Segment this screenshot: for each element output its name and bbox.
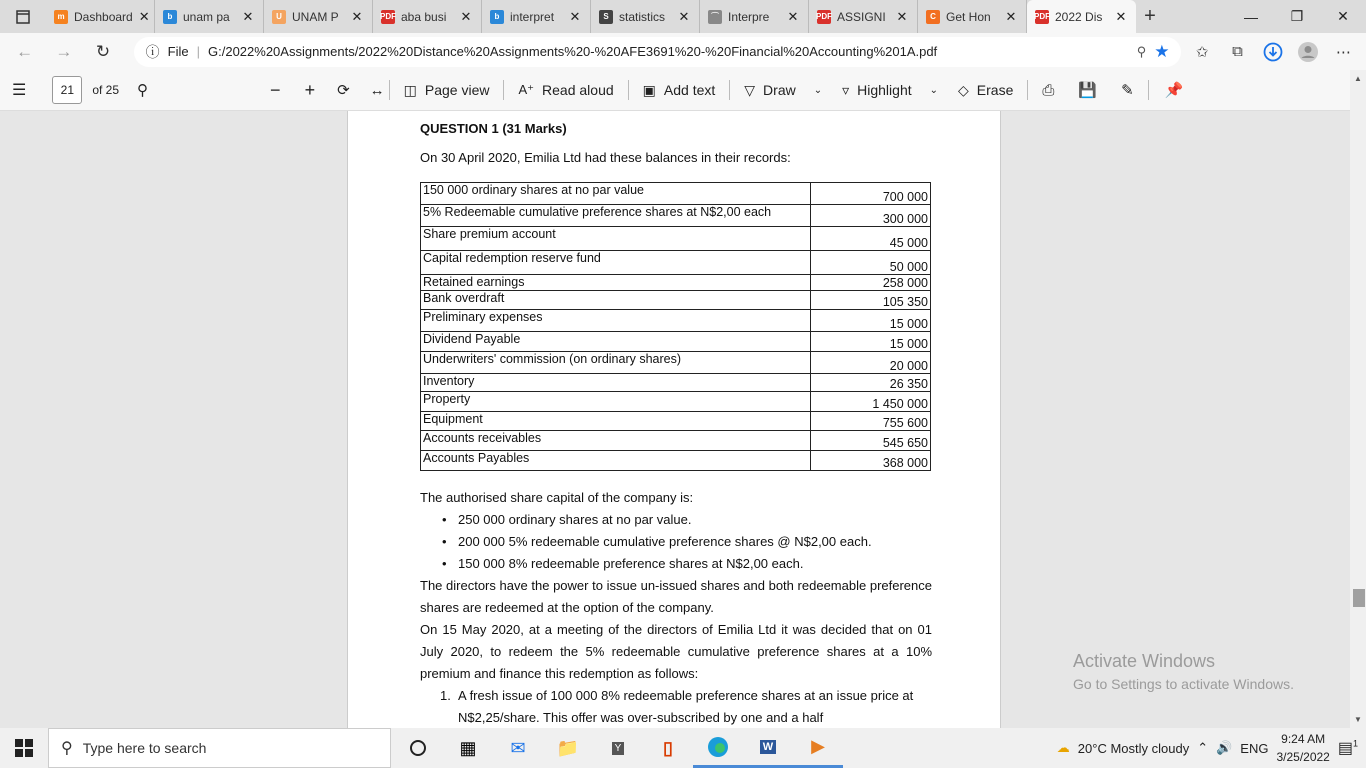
taskbar-search[interactable] [48,728,391,768]
balance-item: Equipment [421,412,811,431]
balance-item: Accounts Payables [421,451,811,471]
weather-icon[interactable]: ☁ [1056,740,1070,755]
list-number: 1. [440,688,451,703]
highlight-icon: ▿ [842,81,850,98]
url-text: G:/2022%20Assignments/2022%20Distance%20Assignments%20-%20AFE3691%20-%20Financial%20Accounting%201A.pdf [208,44,938,59]
clock[interactable]: 9:24 AM 3/25/2022 [1276,732,1330,764]
vertical-scrollbar[interactable] [1350,70,1366,728]
browser-tab[interactable] [809,0,918,33]
forward-button[interactable]: → [55,41,73,61]
balance-value: 545 650 [811,431,931,451]
add-text-button[interactable]: ▣ Add text [642,81,716,98]
table-row [421,374,931,392]
browser-tab[interactable] [1027,0,1136,33]
pdf-icon: PDF [381,10,395,24]
page-total: of 25 [92,83,120,97]
question-title: QUESTION 1 (31 Marks) [420,121,567,136]
balance-value: 258 000 [811,275,931,291]
taskbar [0,728,1366,768]
bing-icon: b [163,10,177,24]
balance-value: 45 000 [811,227,931,251]
table-row [421,183,931,205]
media-player-icon[interactable]: ▶ [793,728,843,768]
balance-item: Property [421,392,811,412]
file-explorer-icon[interactable]: 📁 [556,737,580,758]
favorites-icon[interactable]: ✩ [1195,43,1209,61]
balance-item: Underwriters' commission (on ordinary shares) [421,352,811,374]
page-number-input[interactable]: 21 [52,76,82,104]
balance-item: Retained earnings [421,275,811,291]
save-as-icon[interactable]: ✎ [1121,82,1134,99]
balance-value: 700 000 [811,183,931,205]
app-y-icon[interactable]: Y [593,728,643,768]
tab-title: 2022 Dis [1055,9,1103,24]
restore-button[interactable]: ❐ [1290,8,1304,24]
mail-icon[interactable]: ✉ [510,737,526,758]
print-icon[interactable]: ⎙ [1042,81,1055,99]
tab-title: statistics [619,9,666,24]
intro-text: On 30 April 2020, Emilia Ltd had these balances in their records: [420,150,791,165]
search-icon: ⚲ [61,740,73,757]
show-hidden-icons[interactable]: ⌃ [1197,740,1209,755]
browser-tab[interactable] [264,0,373,33]
profile-avatar[interactable] [1293,37,1322,67]
close-tab-icon[interactable]: ✕ [351,8,363,24]
balance-value: 1 450 000 [811,392,931,412]
downloads-icon[interactable] [1258,37,1287,67]
more-menu-icon[interactable]: ⋯ [1335,43,1351,61]
save-icon[interactable]: 💾 [1078,82,1098,99]
read-aloud-button[interactable]: A⁺ Read aloud [518,82,614,98]
list-item [440,685,932,729]
tab-title: interpret [510,9,555,24]
balance-value: 26 350 [811,374,931,392]
windows-icon [15,739,33,757]
zoom-in-icon[interactable]: + [304,79,316,100]
fit-to-page-icon[interactable]: ↔ [369,81,385,99]
balance-item: Capital redemption reserve fund [421,251,811,275]
add-text-icon: ▣ [642,81,656,98]
balance-item: Share premium account [421,227,811,251]
document-icon: S [599,10,613,24]
browser-tab[interactable] [591,0,700,33]
balance-item: Accounts receivables [421,431,811,451]
table-row [421,332,931,352]
browser-tab[interactable] [918,0,1027,33]
balance-value: 368 000 [811,451,931,471]
table-row [421,227,931,251]
balance-value: 15 000 [811,310,931,332]
chegg-icon: C [926,10,940,24]
balance-item: Bank overdraft [421,291,811,310]
list-text: A fresh issue of 100 000 8% redeemable preference shares at an issue price at N$2,25/share. This offer was over-subscribed by one and a half [458,688,914,725]
chevron-down-icon[interactable]: ⌄ [929,84,939,96]
tab-actions-button[interactable] [0,0,46,33]
browser-tab[interactable] [46,0,155,33]
back-button[interactable]: ← [16,41,34,61]
draw-icon: ▽ [744,81,756,98]
pdf-page [347,111,1001,751]
rotate-icon[interactable]: ⟳ [337,82,350,99]
pdf-toolbar [0,70,1366,111]
unam-icon: U [272,10,286,24]
start-button[interactable] [0,728,48,768]
url-field[interactable] [134,37,1182,67]
language-indicator[interactable]: ENG [1240,740,1269,756]
favorite-star-icon[interactable]: ★ [1154,41,1170,61]
close-tab-icon[interactable]: ✕ [896,8,908,24]
table-row [421,310,931,332]
balance-item: Inventory [421,374,811,392]
address-bar [0,33,1366,70]
zoom-out-icon[interactable]: − [270,79,281,100]
close-window-button[interactable]: ✕ [1337,8,1349,24]
erase-button[interactable]: ◇ Erase [958,81,1014,98]
table-row [421,352,931,374]
table-row [421,392,931,412]
table-of-contents-icon[interactable]: ☰ [12,82,27,99]
balance-value: 20 000 [811,352,931,374]
balance-value: 755 600 [811,412,931,431]
tab-strip [0,0,1366,33]
table-row [421,205,931,227]
browser-tab[interactable] [700,0,809,33]
tab-title: aba busi [401,9,447,24]
authorised-list [420,509,932,575]
draw-button[interactable]: ▽ Draw ⌄ [744,81,823,98]
notification-icon[interactable]: ▤$^1$ [1337,738,1358,757]
close-tab-icon[interactable]: ✕ [678,8,690,24]
close-tab-icon[interactable]: ✕ [1005,8,1017,24]
balance-item: 150 000 ordinary shares at no par value [421,183,811,205]
table-row [421,451,931,471]
url-separator: | [196,44,200,59]
edge-icon[interactable] [693,728,743,768]
info-icon[interactable]: ⓘ [145,43,160,60]
volume-icon[interactable]: 🔊 [1216,740,1233,755]
list-item: • 200 000 5% redeemable cumulative preference shares @ N$2,00 each. [440,531,932,553]
tab-title: Get Hon [946,9,991,24]
finance-list [420,685,932,729]
chevron-down-icon[interactable]: ⌄ [813,84,823,96]
pdf-viewer [0,111,1350,728]
highlight-button[interactable]: ▿ Highlight ⌄ [842,81,939,98]
task-view-icon[interactable]: ▦ [459,737,477,758]
pdf-icon: PDF [817,10,831,24]
list-item: • 150 000 8% redeemable preference shares at N$2,00 each. [440,553,932,575]
balance-value: 15 000 [811,332,931,352]
balance-item: Dividend Payable [421,332,811,352]
close-tab-icon[interactable]: ✕ [1115,8,1127,24]
browser-tab[interactable] [373,0,482,33]
refresh-button[interactable]: ↻ [95,41,111,61]
balance-value: 300 000 [811,205,931,227]
search-icon[interactable]: ⚲ [137,82,149,99]
table-row [421,251,931,275]
minimize-button[interactable]: — [1244,8,1258,25]
page-view-button[interactable]: ◫ Page view [403,81,490,98]
list-item: • 250 000 ordinary shares at no par value. [440,509,932,531]
tab-title: ASSIGNI [837,9,886,24]
loading-icon: ⌒ [708,10,722,24]
activate-windows-watermark: Activate Windows Go to Settings to activate Windows. [1073,651,1294,692]
table-row [421,291,931,310]
url-prefix: File [167,44,189,59]
read-aloud-icon: A⁺ [518,82,535,97]
close-tab-icon[interactable]: ✕ [787,8,799,24]
collections-icon[interactable]: ⧉ [1232,43,1243,60]
meeting-text: On 15 May 2020, at a meeting of the directors of Emilia Ltd it was decided that on 01 July 2020, to redeem the 5% redeemable cumulative preference shares at a 10% premium and finance this redemption as follows: [420,622,932,681]
balance-item: 5% Redeemable cumulative preference shares at N$2,00 each [421,205,811,227]
weather-text[interactable]: 20°C Mostly cloudy [1077,740,1190,756]
page-view-icon: ◫ [403,81,417,98]
tab-title: UNAM P [292,9,339,24]
browser-tab[interactable] [482,0,591,33]
scroll-up-icon[interactable]: ▲ [1354,74,1362,83]
new-tab-button[interactable]: + [1144,5,1156,27]
word-icon[interactable]: W [743,728,793,768]
close-tab-icon[interactable]: ✕ [242,8,254,24]
authorised-intro: The authorised share capital of the company is: [420,490,694,505]
table-row [421,412,931,431]
scrollbar-thumb[interactable] [1353,589,1365,607]
balances-table [420,182,931,471]
browser-tab[interactable] [155,0,264,33]
balance-value: 105 350 [811,291,931,310]
close-tab-icon[interactable]: ✕ [460,8,472,24]
balance-value: 50 000 [811,251,931,275]
tab-title: Dashboard [74,9,133,24]
table-row [421,431,931,451]
cortana-icon[interactable] [393,728,443,768]
balance-item: Preliminary expenses [421,310,811,332]
bing-icon: b [490,10,504,24]
directors-power-text: The directors have the power to issue un-issued shares and both redeemable preference shares are redeemed at the option of the company. [420,578,932,615]
close-tab-icon[interactable]: ✕ [138,8,150,24]
zoom-icon[interactable]: ⚲ [1136,43,1147,59]
pin-toolbar-icon[interactable]: 📌 [1164,82,1184,99]
office-icon[interactable]: ▯ [663,737,673,758]
scroll-down-icon[interactable]: ▼ [1354,715,1362,724]
pdf-icon: PDF [1035,10,1049,24]
eraser-icon: ◇ [958,81,969,98]
tab-title: Interpre [728,9,770,24]
tab-title: unam pa [183,9,230,24]
table-row [421,275,931,291]
close-tab-icon[interactable]: ✕ [569,8,581,24]
tab-actions-icon [16,10,30,24]
moodle-icon: m [54,10,68,24]
search-placeholder: Type here to search [82,740,207,756]
